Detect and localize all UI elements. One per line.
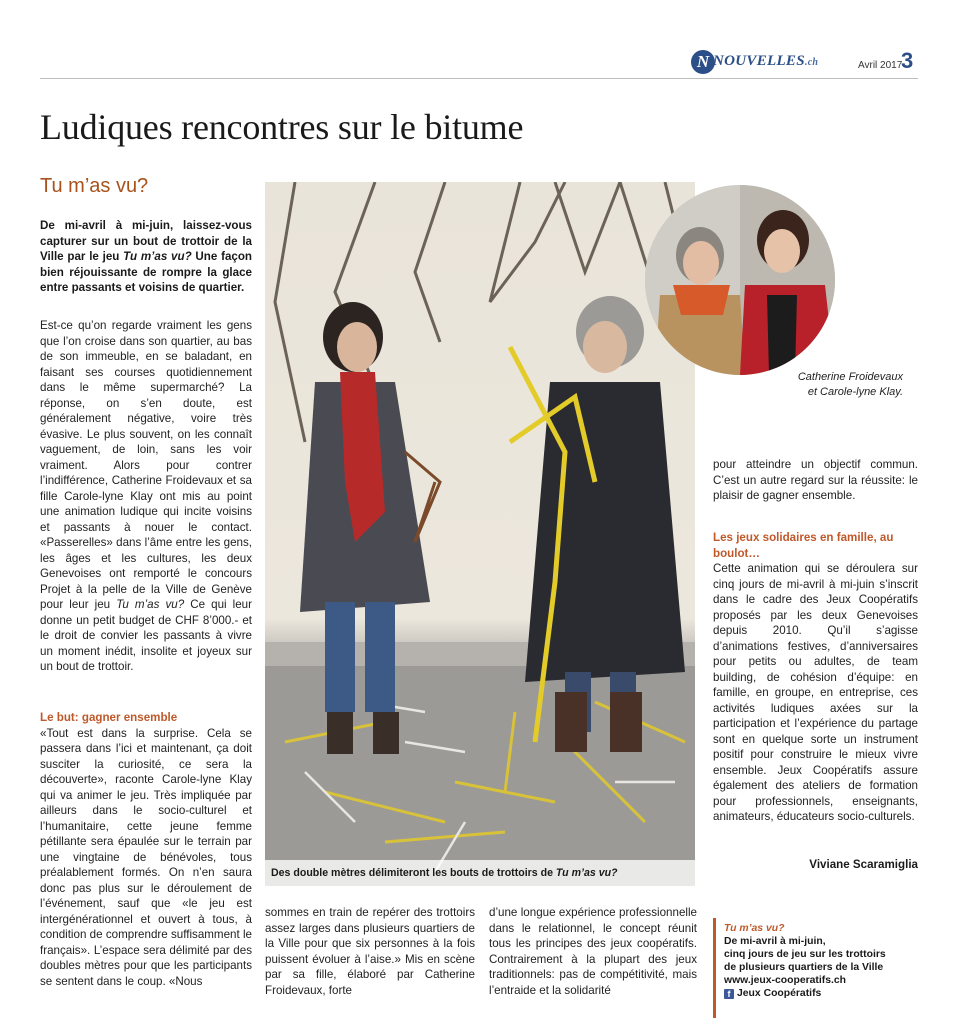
body-paragraph-2: «Tout est dans la surprise. Cela se passera dans l’ici et maintenant, ça doit susciter la curiosité, ce sera la découverte», raconte Carole-lyne Klay qui va animer le jeu. Très impliquée par ailleurs dans le socio-culturel et l’humanitaire, cette jeune femme pétillante sera épaulée sur le terrain par une vingtaine de bénévoles, tous préalablement formés. On n’en saura donc pas plus sur le déroulement de l’événement, sauf que «le jeu est intergénérationnel et ouvert à tous, à condition de comprendre suffisamment le français». L’espace sera délimité par des doubles mètres pour que les participants se sentent dans le coup. «Nous xyxy=(40,726,252,988)
photo-caption-game-name: Tu m’as vu? xyxy=(555,867,618,879)
body-paragraph-1 xyxy=(40,318,252,675)
facebook-icon: f xyxy=(724,989,734,999)
section-le-but xyxy=(40,710,252,989)
section-jeux-solidaires xyxy=(713,530,918,825)
logo-initial: N xyxy=(691,50,715,74)
facebook-label: Jeux Coopératifs xyxy=(737,988,822,999)
portrait-caption-line-2: et Carole-lyne Klay. xyxy=(807,386,903,398)
issue-date: Avril 2017 xyxy=(858,60,903,71)
body-paragraph-3: sommes en train de repérer des trottoirs assez larges dans plusieurs quartiers de la Ville pour que six personnes à la fois puissent évoluer à l’aise.» Mis en scène par sa fille, élaboré par Catherine Froidevaux, forte xyxy=(265,906,475,997)
info-box xyxy=(713,918,918,1018)
article-headline: Ludiques rencontres sur le bitume xyxy=(40,107,524,147)
portrait-illustration xyxy=(645,185,835,375)
body-paragraph-6: Cette animation qui se déroulera sur cinq jours de mi-avril à mi-juin s’inscrit dans le cadre des Jeux Coopératifs proposés par les deux Genevoises depuis 2010. Qu’il s’agisse d’animations festives, d’anniversaires pour petits ou adultes, de team building, de cohésion d’équipe: en famille, en groupe, en entreprise, ces activités ludiques axées sur la participation et l’expérience du partage sont en quelque sorte un instrument positif pour construire le mieux vivre ensemble. Jeux Coopératifs assure également des ateliers de formation pour professionnels, enseignants, animateurs, éducateurs socio-culturels. xyxy=(713,562,918,823)
main-photo xyxy=(265,182,695,886)
logo-word: NOUVELLES xyxy=(713,53,805,69)
header-rule xyxy=(40,78,918,79)
intro-text-a: De mi-avril à mi-juin, laissez-vous capturer sur un bout de trottoir de la Ville par le jeu xyxy=(40,219,252,263)
info-box-title: Tu m’as vu? xyxy=(724,923,785,934)
info-box-line-2: cinq jours de jeu sur les trottoirs xyxy=(724,949,886,960)
page-number: 3 xyxy=(901,48,914,73)
logo-suffix: .ch xyxy=(804,57,819,68)
body1-text-b: Ce qui leur donne un petit budget de CHF 8’000.- et le droit de convier les passants à vivre un moment inédit, insolite et joyeux sur un bout de trottoir. xyxy=(40,598,252,673)
nouvelles-logo xyxy=(691,50,817,76)
info-box-facebook[interactable] xyxy=(724,987,918,1000)
section-heading-jeux-solidaires: Les jeux solidaires en famille, au boulot… xyxy=(713,531,894,560)
article-author: Viviane Scaramiglia xyxy=(809,858,918,871)
portrait-caption-line-1: Catherine Froidevaux xyxy=(797,371,903,383)
info-box-website[interactable]: www.jeux-cooperatifs.ch xyxy=(724,975,847,986)
body-paragraph-5: pour atteindre un objectif commun. C’est un autre regard sur la réussite: le plaisir de gagner ensemble. xyxy=(713,458,918,502)
logo-text xyxy=(713,53,818,70)
portrait-caption xyxy=(713,370,903,400)
body1-text-a: Est-ce qu’on regarde vraiment les gens que l’on croise dans son quartier, au bas de son immeuble, en se baladant, en faisant ses courses quotidiennement dans le même supermarché? La réponse, on s’en doute, est généralement négative, voire très évasive. Le plus souvent, on les connaît vaguement, de loin, sans les voir vraiment. Alors pour contrer l’indifférence, Catherine Froidevaux et sa fille Carole-lyne Klay ont mis au point une animation ludique qui incite voisins et passants à nouer le contact. «Passerelles» dans l’âme entre les gens, les âges et les cultures, les deux Genevoises ont remporté le concours Projet à la pelle de la Ville de Genève pour leur jeu xyxy=(40,319,252,611)
article-intro xyxy=(40,218,252,296)
body1-game-name: Tu m’as vu? xyxy=(116,598,185,611)
photo-illustration xyxy=(265,182,695,886)
intro-game-name: Tu m’as vu? xyxy=(123,250,192,263)
section-heading-le-but: Le but: gagner ensemble xyxy=(40,711,178,724)
info-box-line-1: De mi-avril à mi-juin, xyxy=(724,936,826,947)
info-box-line-3: de plusieurs quartiers de la Ville xyxy=(724,962,884,973)
body-paragraph-4: d’une longue expérience professionnelle dans le relationnel, le concept réunit tous les principes des jeux coopératifs. Contrairement à la plupart des jeux traditionnels: pas de compétitivité, mais l’entraide et la solidarité xyxy=(489,906,697,997)
portrait-photo xyxy=(645,185,835,375)
photo-caption-text: Des double mètres délimiteront les bouts de trottoirs de xyxy=(271,867,556,879)
photo-caption xyxy=(271,867,618,879)
intro-text-b: Une façon bien réjouissante de rompre la glace entre passants et voisins de quartier. xyxy=(40,250,252,294)
article-subheading: Tu m’as vu? xyxy=(40,175,149,197)
